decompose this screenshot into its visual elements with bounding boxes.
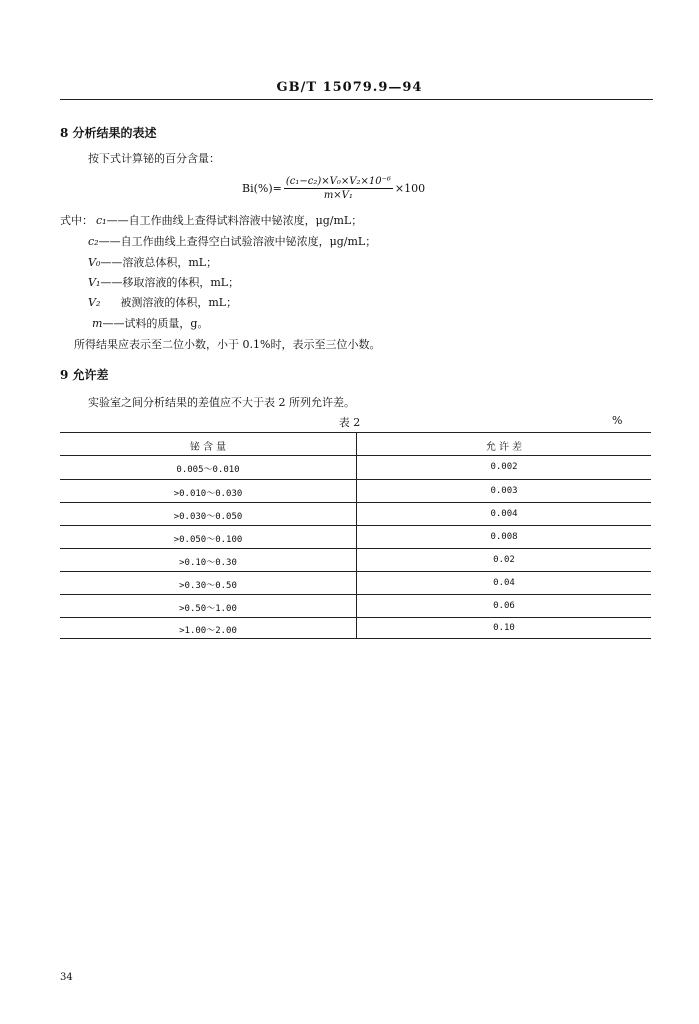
- def-text: 移取溶液的体积，mL；: [122, 276, 240, 289]
- table-unit: %: [612, 414, 623, 427]
- def-row: [88, 233, 376, 249]
- def-symbol: V₂: [88, 296, 101, 309]
- table-cell: >0.050～0.100: [173, 535, 243, 545]
- def-text: 自工作曲线上查得试料溶液中铋浓度，μg/mL；: [128, 214, 363, 227]
- def-dash: ——: [100, 256, 123, 269]
- header-rule: [60, 99, 653, 100]
- table-bottom-rule: [60, 638, 651, 639]
- table-cell: 0.04: [493, 578, 515, 588]
- page-number: 34: [60, 972, 73, 983]
- table-cell: >0.10～0.30: [179, 558, 237, 568]
- where-prefix: 式中：: [60, 214, 93, 227]
- standard-number: GB/T 15079.9—94: [276, 80, 423, 95]
- table-cell: 0.002: [490, 462, 518, 472]
- table-row-rule: [60, 571, 651, 572]
- table-cell: 0.06: [493, 601, 515, 611]
- def-row: [88, 274, 239, 290]
- table-cell: 0.003: [490, 486, 518, 496]
- table-cell: 0.008: [490, 532, 518, 542]
- def-dash: ——: [100, 276, 123, 289]
- def-dash: ——: [98, 235, 121, 248]
- def-text: 溶液总体积，mL；: [122, 256, 218, 269]
- def-symbol: V₁: [88, 276, 101, 289]
- def-symbol: c₂: [88, 235, 99, 248]
- tolerance-text: 实验室之间分析结果的差值应不大于表 2 所列允许差。: [88, 396, 355, 409]
- table-cell: >0.50～1.00: [179, 604, 237, 614]
- table-caption: 表 2: [338, 416, 361, 429]
- table-header-cell: 铋 含 量: [189, 442, 227, 453]
- formula-multiplier: ×100: [394, 182, 426, 195]
- section-8-title: 8 分析结果的表述: [60, 126, 157, 140]
- table-row-rule: [60, 502, 651, 503]
- def-dash: ——: [106, 214, 129, 227]
- section-9-title: 9 允许差: [60, 368, 109, 382]
- formula-denominator: m×V₁: [284, 188, 393, 201]
- def-symbol: m: [92, 317, 103, 330]
- table-row-rule: [60, 479, 651, 480]
- table-cell: >0.030～0.050: [173, 512, 243, 522]
- def-symbol: c₁: [96, 214, 107, 227]
- def-text: 试料的质量，g。: [124, 317, 209, 330]
- formula-intro: 按下式计算铋的百分含量：: [88, 152, 220, 165]
- table-cell: 0.02: [493, 555, 515, 565]
- table-cell: 0.10: [493, 623, 515, 633]
- def-text: 被测溶液的体积，mL；: [120, 296, 238, 309]
- table-header-cell: 允 许 差: [485, 442, 523, 453]
- def-row: [88, 294, 237, 310]
- def-dash: ——: [102, 317, 125, 330]
- table-cell: >1.00～2.00: [179, 626, 237, 636]
- def-text: 自工作曲线上查得空白试验溶液中铋浓度，μg/mL；: [120, 235, 377, 248]
- table-cell: 0.004: [490, 509, 518, 519]
- table-row-rule: [60, 455, 651, 456]
- table-row-rule: [60, 548, 651, 549]
- def-row: [96, 212, 362, 228]
- result-precision-note: 所得结果应表示至二位小数，小于 0.1%时，表示至三位小数。: [74, 338, 381, 351]
- table-row-rule: [60, 525, 651, 526]
- def-row: [88, 254, 217, 270]
- table-cell: 0.005～0.010: [176, 465, 240, 475]
- def-row: [92, 315, 208, 331]
- formula-fraction: [284, 176, 393, 201]
- table-cell: >0.30～0.50: [179, 581, 237, 591]
- formula-numerator: (c₁−c₂)×V₀×V₂×10⁻⁶: [285, 176, 391, 187]
- formula-lhs: Bi(%)=: [242, 182, 282, 195]
- table-row-rule: [60, 617, 651, 618]
- def-symbol: V₀: [88, 256, 101, 269]
- table-row-rule: [60, 594, 651, 595]
- formula: [242, 176, 425, 201]
- table-cell: >0.010～0.030: [173, 489, 243, 499]
